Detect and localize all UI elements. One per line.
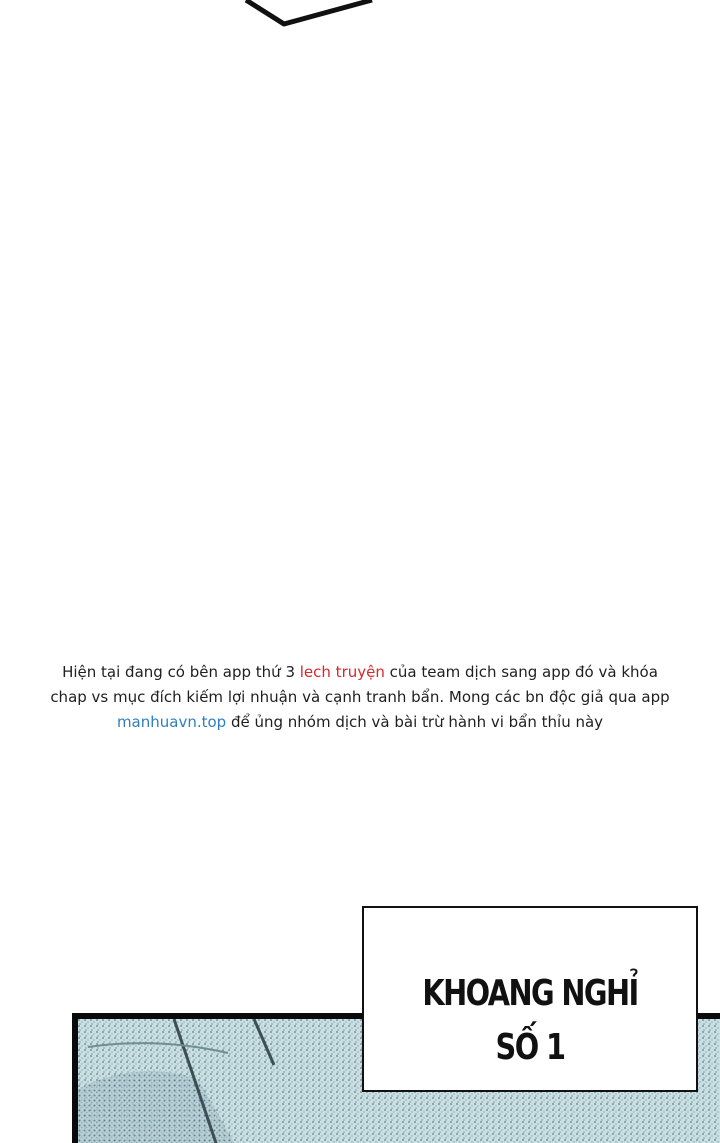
caption-subtitle: SỐ 1: [495, 1027, 565, 1068]
notice-text: để ủng nhóm dịch và bài trừ hành vi bẩn thỉu này: [226, 713, 604, 731]
translator-notice: [20, 660, 700, 735]
previous-panel-edge: [0, 0, 720, 40]
notice-text: chap vs mục đích kiếm lợi nhuận và cạnh tranh bẩn. Mong các bn độc giả qua app: [50, 688, 670, 706]
caption-title: KHOANG NGHỈ: [422, 973, 638, 1014]
notice-text: Hiện tại đang có bên app thứ 3: [62, 663, 300, 681]
chapter-caption-box: [362, 906, 698, 1092]
notice-line-2: [20, 685, 700, 710]
notice-text: của team dịch sang app đó và khóa: [384, 663, 658, 681]
app-name-highlight: lech truyện: [299, 663, 385, 681]
notice-line-3: [20, 710, 700, 735]
notice-line-1: [20, 660, 700, 685]
site-link[interactable]: manhuavn.top: [116, 713, 227, 731]
